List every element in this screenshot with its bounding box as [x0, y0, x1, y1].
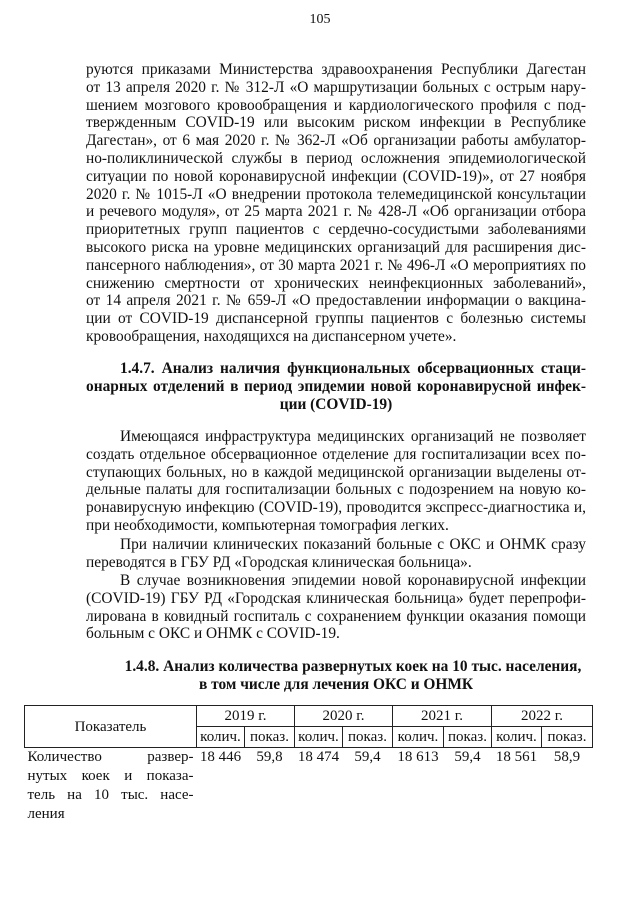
paragraph-routing-orders — [86, 61, 586, 346]
column-header-year-2019: 2019 г. — [197, 706, 295, 727]
text-line: приоритетных групп пациентов с сердечно-сосудистыми заболеваниями — [86, 221, 586, 239]
column-header-year-2020: 2020 г. — [295, 706, 393, 727]
text-line: При наличии клинических показаний больные с ОКС и ОНМК сразу — [120, 536, 586, 553]
section-heading-1-4-7 — [86, 360, 586, 413]
heading-line: ции (COVID-19) — [279, 395, 393, 413]
cell-rate-2022: 58,9 — [553, 749, 581, 765]
cell-count-2019: 18 446 — [199, 749, 242, 765]
text-line: снижению смертности от хронических неинфекционных заболеваний», — [86, 274, 586, 292]
text-line: ронавирусную инфекцию (COVID-19), проводится экспресс-диагностика и, — [86, 499, 586, 517]
row-label-line: нутых коек и показа- — [27, 768, 194, 784]
row-label-beds — [25, 748, 197, 825]
text-line: (COVID-19) ГБУ РД «Городская клиническая больница» будет перепрофи- — [86, 589, 586, 607]
cell-rate-2020: 59,4 — [354, 749, 381, 765]
text-line: при необходимости, компьютерная томография легких. — [86, 516, 449, 534]
text-line: дельные палаты для госпитализации больных с подозрением на новую ко- — [86, 481, 586, 499]
cell-count-2021: 18 613 — [397, 749, 439, 765]
text-line: пансерного наблюдения», от 30 марта 2021 г. № 496-Л «О мероприятиях по — [86, 256, 586, 274]
subheader-rate-2019: показ. — [245, 727, 295, 748]
text-line: ситуации по новой коронавирусной инфекции (COVID-19)», от 27 ноября — [86, 167, 586, 185]
subheader-count-2019: колич. — [197, 727, 245, 748]
column-header-indicator: Показатель — [25, 706, 197, 748]
column-header-year-2022: 2022 г. — [492, 706, 593, 727]
text-line: создать отдельное обсервационное отделение для госпитализации всех по- — [86, 445, 586, 463]
heading-line: 1.4.8. Анализ количества развернутых коек на 10 тыс. населения, — [124, 658, 582, 675]
subheader-rate-2021: показ. — [444, 727, 492, 748]
beds-statistics-table — [24, 705, 593, 824]
subheader-rate-2022: показ. — [542, 727, 593, 748]
text-line: 2020 г. № 1015-Л «О внедрении протокола телемедицинской консультации — [86, 185, 586, 203]
subheader-count-2021: колич. — [393, 727, 444, 748]
heading-line: онарных отделений в период эпидемии новой коронавирусной инфек- — [86, 377, 586, 395]
cell-count-2022: 18 561 — [495, 749, 538, 765]
heading-line: 1.4.7. Анализ наличия функциональных обсервационных стаци- — [120, 360, 586, 377]
column-header-year-2021: 2021 г. — [393, 706, 492, 727]
text-line: больным с ОКС и ОНМК с COVID-19. — [86, 625, 340, 643]
text-line: кровообращения, находящихся на диспансерном учете». — [86, 327, 457, 345]
text-line: шением мозгового кровообращения и кардиологического профиля с под- — [86, 96, 586, 114]
text-line: высокого риска на уровне медицинских организаций для расширения дис- — [86, 238, 586, 256]
text-line: и речевого модуля», от 25 марта 2021 г. № 428-Л «Об организации отбора — [86, 203, 586, 221]
text-line: но-поликлинической службы в период осложнения эпидемиологической — [86, 149, 586, 167]
row-label-line: ления — [27, 806, 65, 822]
text-line: руются приказами Министерства здравоохранения Республики Дагестан — [86, 61, 586, 78]
subheader-count-2022: колич. — [492, 727, 542, 748]
text-line: твержденным COVID-19 или высоким риском инфекции в Республике — [86, 114, 586, 132]
row-label-line: Количество развер- — [27, 749, 194, 765]
cell-rate-2021: 59,4 — [454, 749, 481, 765]
paragraph-infrastructure — [86, 428, 586, 535]
text-line: переводятся в ГБУ РД «Городская клиническая больница». — [86, 553, 472, 571]
paragraph-epidemic-repurpose — [86, 572, 586, 643]
paragraph-clinical-transfer — [86, 536, 586, 572]
text-line: Дагестан», от 6 мая 2020 г. № 362-Л «Об организации работы амбулатор- — [86, 132, 586, 150]
table-row — [25, 748, 593, 825]
section-heading-1-4-8 — [86, 658, 586, 694]
text-line: от 14 апреля 2021 г. № 659-Л «О предоставлении информации о вакцина- — [86, 292, 586, 310]
page-number: 105 — [309, 12, 331, 27]
row-label-line: тель на 10 тыс. насе- — [27, 787, 194, 803]
cell-rate-2019: 59,8 — [256, 749, 283, 765]
cell-count-2020: 18 474 — [297, 749, 340, 765]
text-line: ступающих больных, но в каждой медицинской организации выделены от- — [86, 463, 586, 481]
subheader-rate-2020: показ. — [343, 727, 393, 748]
text-line: от 13 апреля 2020 г. № 312-Л «О маршрутизации больных с острым нару- — [86, 78, 586, 96]
subheader-count-2020: колич. — [295, 727, 343, 748]
text-line: лирована в ковидный госпиталь с сохранением функции оказания помощи — [86, 607, 586, 625]
heading-line: в том числе для лечения ОКС и ОНМК — [198, 675, 474, 693]
text-line: Имеющаяся инфраструктура медицинских организаций не позволяет — [120, 428, 586, 445]
text-line: В случае возникновения эпидемии новой коронавирусной инфекции — [120, 572, 586, 589]
text-line: ции от COVID-19 диспансерной группы пациентов с болезнью системы — [86, 310, 586, 328]
